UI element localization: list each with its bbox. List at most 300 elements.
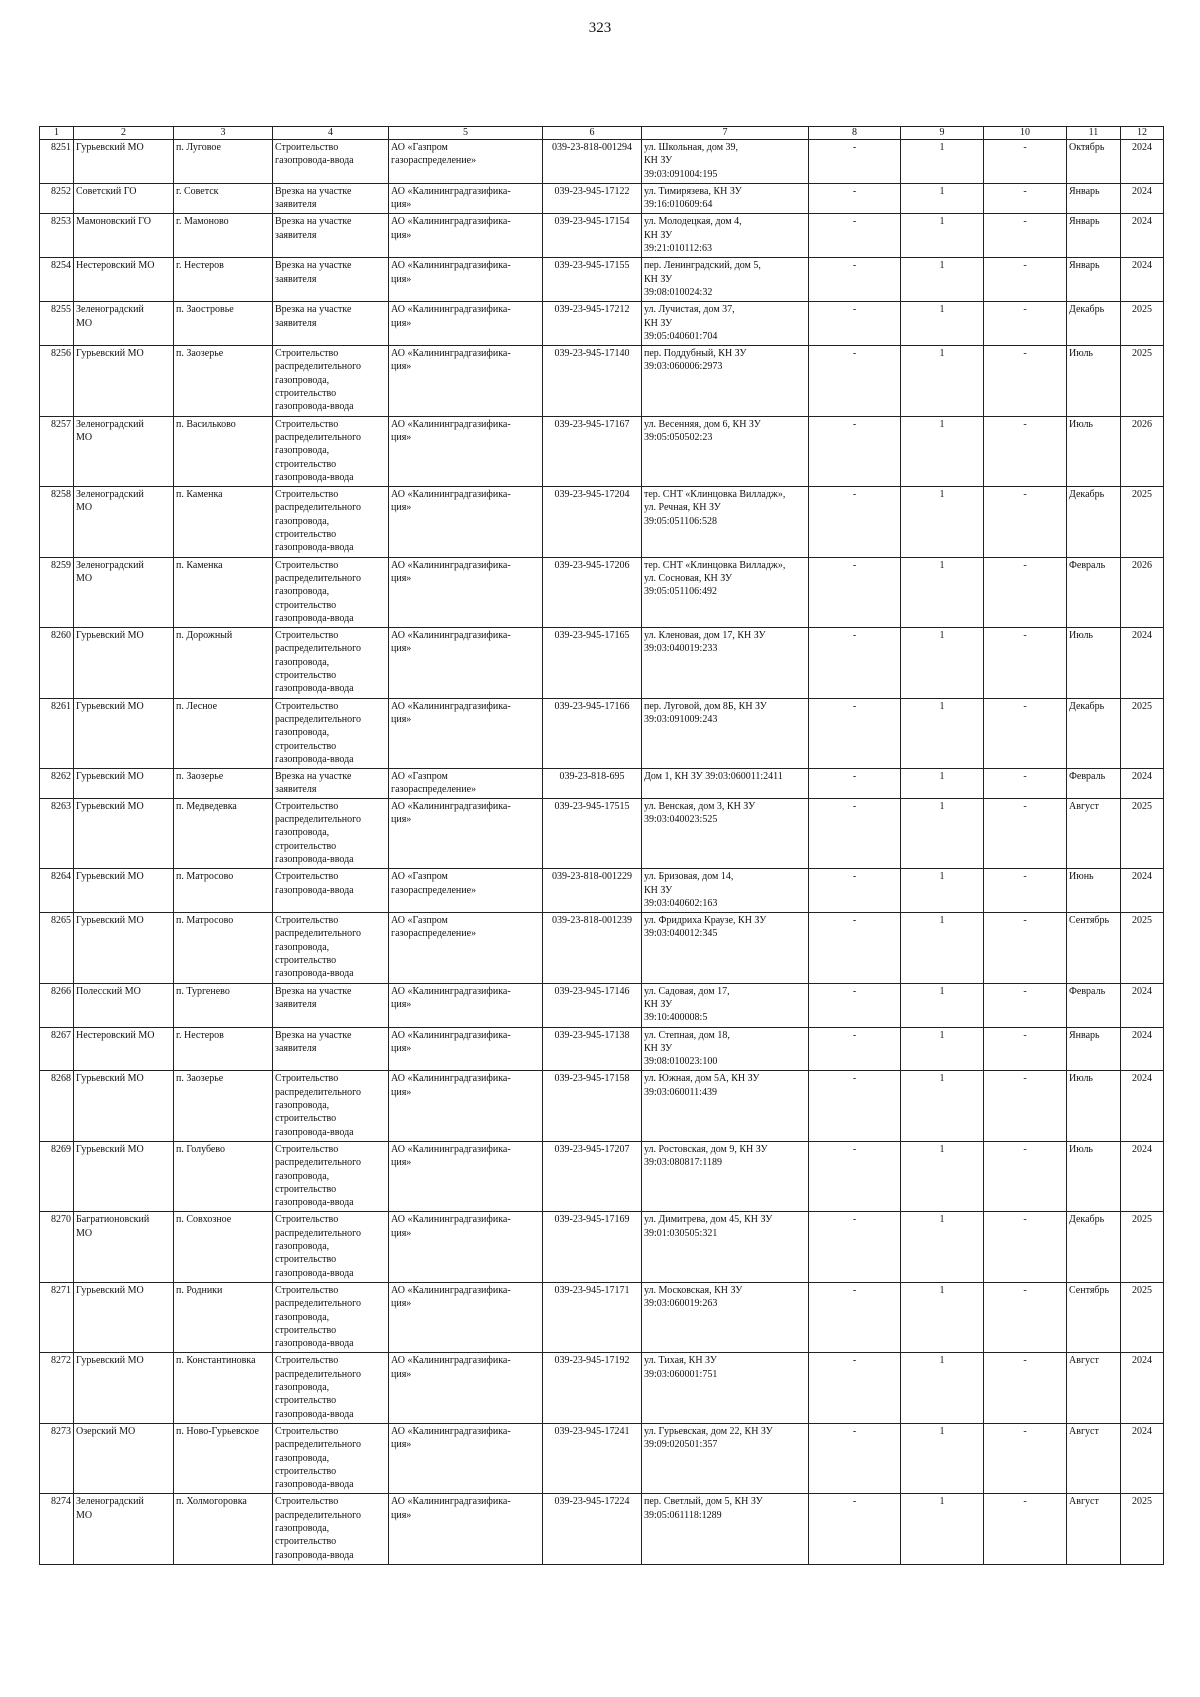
column-9-cell <box>901 140 984 184</box>
column-10-cell-text: - <box>1023 260 1027 272</box>
row-number-cell-text: 8258 <box>51 489 71 501</box>
column-10-cell <box>984 769 1067 799</box>
column-9-cell <box>901 869 984 913</box>
address-cell-text: ул. Школьная, дом 39, КН ЗУ 39:03:091004:195 <box>644 142 739 180</box>
column-header: 10 <box>984 127 1067 140</box>
row-number-cell-text: 8272 <box>51 1355 71 1367</box>
column-10-cell <box>984 1027 1067 1071</box>
column-10-cell <box>984 869 1067 913</box>
row-number-cell-text: 8266 <box>51 985 71 997</box>
month-cell-text: Август <box>1069 1425 1099 1437</box>
column-8-cell <box>809 628 901 699</box>
row-number-cell-text: 8267 <box>51 1029 71 1041</box>
organization-cell <box>389 1353 543 1424</box>
table-row <box>40 557 1164 628</box>
row-number-cell <box>40 1282 74 1353</box>
organization-cell <box>389 1282 543 1353</box>
column-8-cell <box>809 214 901 258</box>
work-type-cell-text: Врезка на участке заявителя <box>275 985 352 1010</box>
address-cell-text: ул. Тихая, КН ЗУ 39:03:060001:751 <box>644 1355 718 1380</box>
municipality-cell <box>74 1494 174 1565</box>
organization-cell-text: АО «Калининградгазифика- ция» <box>391 260 511 285</box>
column-8-cell <box>809 869 901 913</box>
request-code-cell <box>543 869 642 913</box>
work-type-cell-text: Врезка на участке заявителя <box>275 1029 352 1054</box>
request-code-cell-text: 039-23-945-17224 <box>554 1496 630 1508</box>
request-code-cell <box>543 140 642 184</box>
settlement-cell-text: п. Матросово <box>176 915 234 927</box>
month-cell <box>1067 1027 1121 1071</box>
year-cell <box>1121 1141 1164 1212</box>
request-code-cell-text: 039-23-945-17169 <box>554 1214 630 1226</box>
address-cell-text: ул. Южная, дом 5А, КН ЗУ 39:03:060011:439 <box>644 1073 760 1098</box>
column-9-cell <box>901 1353 984 1424</box>
table-row <box>40 628 1164 699</box>
settlement-cell <box>174 1423 273 1494</box>
settlement-cell-text: п. Заозерье <box>176 771 224 783</box>
settlement-cell-text: п. Голубево <box>176 1143 226 1155</box>
column-10-cell-text: - <box>1023 630 1027 642</box>
organization-cell-text: АО «Калининградгазифика- ция» <box>391 304 511 329</box>
column-9-cell <box>901 1071 984 1142</box>
settlement-cell <box>174 557 273 628</box>
organization-cell-text: АО «Калининградгазифика- ция» <box>391 1425 511 1451</box>
address-cell-text: ул. Степная, дом 18, КН ЗУ 39:08:010023:100 <box>644 1029 730 1068</box>
settlement-cell-text: п. Родники <box>176 1284 223 1296</box>
column-9-cell <box>901 983 984 1027</box>
column-8-cell <box>809 1282 901 1353</box>
column-header: 12 <box>1121 127 1164 140</box>
year-cell <box>1121 1423 1164 1494</box>
work-type-cell <box>273 258 389 302</box>
column-9-cell-text: 1 <box>939 348 945 360</box>
work-type-cell-text: Строительство распределительного газопровода, строительство газопровода-ввода <box>275 418 361 483</box>
address-cell <box>642 487 809 558</box>
work-type-cell <box>273 1141 389 1212</box>
column-10-cell <box>984 140 1067 184</box>
request-code-cell-text: 039-23-945-17166 <box>554 700 630 712</box>
gas-connection-table <box>39 126 1164 1565</box>
address-cell-text: пер. Светлый, дом 5, КН ЗУ 39:05:061118:1289 <box>644 1496 763 1521</box>
organization-cell-text: АО «Калининградгазифика- ция» <box>391 559 511 584</box>
column-8-cell <box>809 1353 901 1424</box>
month-cell-text: Февраль <box>1069 559 1106 571</box>
address-cell <box>642 302 809 346</box>
column-10-cell <box>984 302 1067 346</box>
column-10-cell <box>984 183 1067 214</box>
settlement-cell-text: г. Советск <box>176 185 219 197</box>
request-code-cell-text: 039-23-945-17206 <box>554 559 630 571</box>
request-code-cell <box>543 214 642 258</box>
settlement-cell-text: п. Луговое <box>176 142 221 153</box>
month-cell <box>1067 346 1121 417</box>
table-row <box>40 1212 1164 1283</box>
column-8-cell <box>809 140 901 184</box>
municipality-cell-text: Зеленоградский МО <box>76 489 144 514</box>
municipality-cell <box>74 1353 174 1424</box>
column-9-cell-text: 1 <box>939 1284 945 1296</box>
organization-cell-text: АО «Газпром газораспределение» <box>391 142 477 167</box>
settlement-cell <box>174 1212 273 1283</box>
table-row <box>40 487 1164 558</box>
row-number-cell <box>40 183 74 214</box>
request-code-cell-text: 039-23-945-17165 <box>554 630 630 642</box>
column-10-cell-text: - <box>1023 1073 1027 1085</box>
column-10-cell <box>984 416 1067 487</box>
year-cell-text: 2025 <box>1132 348 1152 360</box>
organization-cell <box>389 698 543 769</box>
column-8-cell-text: - <box>852 800 857 812</box>
year-cell <box>1121 302 1164 346</box>
request-code-cell <box>543 557 642 628</box>
column-8-cell <box>809 698 901 769</box>
settlement-cell-text: п. Константиновка <box>176 1355 256 1367</box>
request-code-cell <box>543 1141 642 1212</box>
page-number: 323 <box>588 20 612 36</box>
municipality-cell <box>74 1423 174 1494</box>
request-code-cell-text: 039-23-945-17192 <box>554 1355 630 1367</box>
row-number-cell-text: 8253 <box>51 216 71 228</box>
year-cell <box>1121 1353 1164 1424</box>
year-cell <box>1121 869 1164 913</box>
settlement-cell <box>174 416 273 487</box>
request-code-cell-text: 039-23-945-17167 <box>554 418 630 430</box>
column-8-cell-text: - <box>852 700 857 712</box>
address-cell-text: пер. Поддубный, КН ЗУ 39:03:060006:2973 <box>644 348 747 373</box>
work-type-cell-text: Строительство распределительного газопровода, строительство газопровода-ввода <box>275 1143 361 1209</box>
settlement-cell-text: п. Лесное <box>176 700 218 712</box>
settlement-cell <box>174 1027 273 1071</box>
settlement-cell-text: п. Тургенево <box>176 985 230 997</box>
row-number-cell-text: 8265 <box>51 915 71 927</box>
address-cell <box>642 798 809 869</box>
month-cell-text: Август <box>1069 1496 1099 1508</box>
column-9-cell <box>901 183 984 214</box>
address-cell-text: ул. Кленовая, дом 17, КН ЗУ 39:03:040019:233 <box>644 630 766 655</box>
column-8-cell <box>809 1212 901 1283</box>
column-8-cell <box>809 983 901 1027</box>
table-row <box>40 869 1164 913</box>
column-10-cell-text: - <box>1023 185 1027 197</box>
municipality-cell <box>74 140 174 184</box>
table-row <box>40 416 1164 487</box>
work-type-cell-text: Строительство газопровода-ввода <box>275 871 354 896</box>
organization-cell <box>389 346 543 417</box>
request-code-cell-text: 039-23-818-001229 <box>552 871 632 883</box>
year-cell-text: 2024 <box>1132 1355 1152 1367</box>
column-9-cell-text: 1 <box>939 185 945 197</box>
settlement-cell <box>174 628 273 699</box>
column-header: 2 <box>74 127 174 140</box>
column-9-cell-text: 1 <box>939 1496 945 1508</box>
month-cell-text: Январь <box>1069 260 1100 272</box>
municipality-cell <box>74 698 174 769</box>
request-code-cell-text: 039-23-945-17212 <box>554 304 630 316</box>
request-code-cell-text: 039-23-945-17155 <box>554 260 630 272</box>
settlement-cell <box>174 346 273 417</box>
year-cell-text: 2026 <box>1132 418 1152 430</box>
year-cell <box>1121 183 1164 214</box>
month-cell <box>1067 798 1121 869</box>
month-cell <box>1067 1423 1121 1494</box>
organization-cell-text: АО «Калининградгазифика- ция» <box>391 1284 511 1310</box>
settlement-cell-text: г. Нестеров <box>176 260 224 272</box>
request-code-cell-text: 039-23-945-17207 <box>554 1143 630 1155</box>
request-code-cell <box>543 983 642 1027</box>
municipality-cell <box>74 416 174 487</box>
year-cell-text: 2025 <box>1132 304 1152 316</box>
request-code-cell-text: 039-23-945-17154 <box>554 216 630 228</box>
column-8-cell-text: - <box>852 1214 857 1226</box>
row-number-cell <box>40 140 74 184</box>
column-8-cell-text: - <box>852 1073 857 1085</box>
work-type-cell <box>273 416 389 487</box>
row-number-cell <box>40 769 74 799</box>
month-cell <box>1067 698 1121 769</box>
year-cell-text: 2025 <box>1132 800 1152 812</box>
settlement-cell-text: п. Совхозное <box>176 1214 232 1226</box>
address-cell <box>642 416 809 487</box>
municipality-cell-text: Нестеровский МО <box>76 1029 155 1041</box>
organization-cell <box>389 769 543 799</box>
row-number-cell-text: 8269 <box>51 1143 71 1155</box>
organization-cell <box>389 1141 543 1212</box>
month-cell <box>1067 557 1121 628</box>
organization-cell <box>389 1494 543 1565</box>
year-cell-text: 2024 <box>1132 1029 1152 1041</box>
work-type-cell <box>273 769 389 799</box>
column-9-cell-text: 1 <box>939 1073 945 1085</box>
column-9-cell <box>901 1494 984 1565</box>
month-cell-text: Июль <box>1069 1073 1093 1085</box>
request-code-cell-text: 039-23-945-17204 <box>554 489 630 501</box>
work-type-cell-text: Строительство распределительного газопровода, строительство газопровода-ввода <box>275 1496 361 1561</box>
month-cell <box>1067 913 1121 984</box>
row-number-cell-text: 8259 <box>51 559 71 571</box>
work-type-cell-text: Врезка на участке заявителя <box>275 260 352 285</box>
row-number-cell <box>40 798 74 869</box>
month-cell <box>1067 183 1121 214</box>
column-8-cell <box>809 1423 901 1494</box>
organization-cell <box>389 1071 543 1142</box>
municipality-cell <box>74 302 174 346</box>
column-10-cell <box>984 1282 1067 1353</box>
column-9-cell <box>901 1141 984 1212</box>
organization-cell <box>389 183 543 214</box>
column-header: 1 <box>40 127 74 140</box>
column-9-cell <box>901 1282 984 1353</box>
organization-cell-text: АО «Калининградгазифика- ция» <box>391 700 511 725</box>
year-cell-text: 2025 <box>1132 915 1152 927</box>
row-number-cell <box>40 1423 74 1494</box>
column-10-cell <box>984 346 1067 417</box>
column-8-cell-text: - <box>852 1425 857 1437</box>
column-8-cell-text: - <box>852 985 857 997</box>
table-row <box>40 698 1164 769</box>
column-8-cell-text: - <box>852 915 857 927</box>
work-type-cell <box>273 557 389 628</box>
column-8-cell <box>809 416 901 487</box>
address-cell-text: ул. Московская, КН ЗУ 39:03:060019:263 <box>644 1284 743 1310</box>
month-cell-text: Февраль <box>1069 771 1106 783</box>
column-8-cell-text: - <box>852 260 857 272</box>
month-cell <box>1067 1141 1121 1212</box>
settlement-cell-text: п. Каменка <box>176 559 223 571</box>
column-9-cell-text: 1 <box>939 142 945 153</box>
organization-cell <box>389 1212 543 1283</box>
settlement-cell-text: п. Заостровье <box>176 304 234 316</box>
column-9-cell-text: 1 <box>939 489 945 501</box>
organization-cell-text: АО «Калининградгазифика- ция» <box>391 630 511 655</box>
municipality-cell-text: Гурьевский МО <box>76 700 144 712</box>
column-10-cell <box>984 487 1067 558</box>
month-cell-text: Август <box>1069 800 1099 812</box>
work-type-cell-text: Строительство распределительного газопровода, строительство газопровода-ввода <box>275 700 361 765</box>
row-number-cell <box>40 628 74 699</box>
municipality-cell-text: Гурьевский МО <box>76 348 144 360</box>
month-cell-text: Июль <box>1069 630 1093 642</box>
organization-cell-text: АО «Калининградгазифика- ция» <box>391 216 511 241</box>
address-cell-text: ул. Гурьевская, дом 22, КН ЗУ 39:09:020501:357 <box>644 1425 773 1451</box>
organization-cell-text: АО «Калининградгазифика- ция» <box>391 985 511 1010</box>
row-number-cell <box>40 557 74 628</box>
settlement-cell <box>174 913 273 984</box>
column-8-cell-text: - <box>852 142 857 153</box>
address-cell <box>642 913 809 984</box>
request-code-cell <box>543 487 642 558</box>
year-cell <box>1121 698 1164 769</box>
settlement-cell <box>174 214 273 258</box>
column-10-cell <box>984 214 1067 258</box>
column-8-cell-text: - <box>852 216 857 228</box>
row-number-cell <box>40 487 74 558</box>
column-9-cell <box>901 557 984 628</box>
column-9-cell <box>901 214 984 258</box>
month-cell <box>1067 1212 1121 1283</box>
settlement-cell-text: п. Медведевка <box>176 800 237 812</box>
column-8-cell <box>809 258 901 302</box>
column-10-cell-text: - <box>1023 1284 1027 1296</box>
request-code-cell <box>543 913 642 984</box>
settlement-cell-text: г. Нестеров <box>176 1029 224 1041</box>
municipality-cell-text: Гурьевский МО <box>76 1355 144 1367</box>
row-number-cell-text: 8274 <box>51 1496 71 1508</box>
year-cell <box>1121 983 1164 1027</box>
address-cell <box>642 183 809 214</box>
municipality-cell <box>74 183 174 214</box>
work-type-cell-text: Строительство распределительного газопровода, строительство газопровода-ввода <box>275 800 361 865</box>
column-8-cell <box>809 1071 901 1142</box>
column-10-cell-text: - <box>1023 559 1027 571</box>
request-code-cell <box>543 798 642 869</box>
organization-cell-text: АО «Калининградгазифика- ция» <box>391 489 511 514</box>
month-cell <box>1067 869 1121 913</box>
request-code-cell-text: 039-23-818-695 <box>559 771 625 783</box>
municipality-cell-text: Гурьевский МО <box>76 771 144 783</box>
month-cell-text: Июль <box>1069 348 1093 360</box>
column-10-cell <box>984 1212 1067 1283</box>
column-8-cell-text: - <box>852 1284 857 1296</box>
address-cell <box>642 557 809 628</box>
settlement-cell-text: п. Заозерье <box>176 348 224 360</box>
month-cell-text: Январь <box>1069 185 1100 197</box>
municipality-cell-text: Гурьевский МО <box>76 142 144 153</box>
month-cell <box>1067 302 1121 346</box>
organization-cell-text: АО «Калининградгазифика- ция» <box>391 348 511 373</box>
column-header: 9 <box>901 127 984 140</box>
column-9-cell-text: 1 <box>939 1143 945 1155</box>
month-cell <box>1067 628 1121 699</box>
request-code-cell-text: 039-23-945-17241 <box>554 1425 630 1437</box>
address-cell <box>642 1071 809 1142</box>
organization-cell-text: АО «Газпром газораспределение» <box>391 871 477 896</box>
municipality-cell-text: Зеленоградский МО <box>76 1496 144 1521</box>
municipality-cell <box>74 1141 174 1212</box>
year-cell <box>1121 1212 1164 1283</box>
year-cell <box>1121 1027 1164 1071</box>
column-9-cell-text: 1 <box>939 771 945 783</box>
column-9-cell <box>901 1027 984 1071</box>
work-type-cell <box>273 302 389 346</box>
organization-cell-text: АО «Газпром газораспределение» <box>391 771 477 796</box>
row-number-cell-text: 8251 <box>51 142 71 153</box>
table-row <box>40 140 1164 184</box>
year-cell-text: 2024 <box>1132 185 1152 197</box>
column-8-cell-text: - <box>852 1496 857 1508</box>
table-row <box>40 1423 1164 1494</box>
column-10-cell <box>984 1141 1067 1212</box>
organization-cell-text: АО «Газпром газораспределение» <box>391 915 477 940</box>
row-number-cell-text: 8262 <box>51 771 71 783</box>
work-type-cell-text: Строительство распределительного газопровода, строительство газопровода-ввода <box>275 489 361 554</box>
row-number-cell <box>40 346 74 417</box>
column-8-cell <box>809 183 901 214</box>
address-cell <box>642 258 809 302</box>
row-number-cell <box>40 983 74 1027</box>
column-8-cell <box>809 346 901 417</box>
row-number-cell-text: 8264 <box>51 871 71 883</box>
column-8-cell-text: - <box>852 304 857 316</box>
column-9-cell <box>901 302 984 346</box>
address-cell-text: Дом 1, КН ЗУ 39:03:060011:2411 <box>644 771 783 783</box>
request-code-cell-text: 039-23-945-17140 <box>554 348 630 360</box>
settlement-cell-text: п. Холмогоровка <box>176 1496 247 1508</box>
organization-cell <box>389 557 543 628</box>
column-10-cell-text: - <box>1023 348 1027 360</box>
work-type-cell-text: Строительство распределительного газопровода, строительство газопровода-ввода <box>275 630 361 695</box>
column-8-cell-text: - <box>852 348 857 360</box>
column-10-cell <box>984 798 1067 869</box>
municipality-cell <box>74 769 174 799</box>
municipality-cell-text: Гурьевский МО <box>76 800 144 812</box>
month-cell-text: Июль <box>1069 1143 1093 1155</box>
settlement-cell <box>174 983 273 1027</box>
month-cell <box>1067 1494 1121 1565</box>
settlement-cell-text: г. Мамоново <box>176 216 229 228</box>
request-code-cell-text: 039-23-945-17515 <box>554 800 630 812</box>
column-header: 4 <box>273 127 389 140</box>
column-9-cell-text: 1 <box>939 800 945 812</box>
settlement-cell <box>174 140 273 184</box>
work-type-cell-text: Строительство газопровода-ввода <box>275 142 354 167</box>
row-number-cell-text: 8268 <box>51 1073 71 1085</box>
column-9-cell-text: 1 <box>939 630 945 642</box>
address-cell-text: ул. Садовая, дом 17, КН ЗУ 39:10:400008:5 <box>644 985 730 1024</box>
column-9-cell-text: 1 <box>939 1425 945 1437</box>
column-9-cell-text: 1 <box>939 1214 945 1226</box>
work-type-cell <box>273 1212 389 1283</box>
municipality-cell <box>74 1212 174 1283</box>
